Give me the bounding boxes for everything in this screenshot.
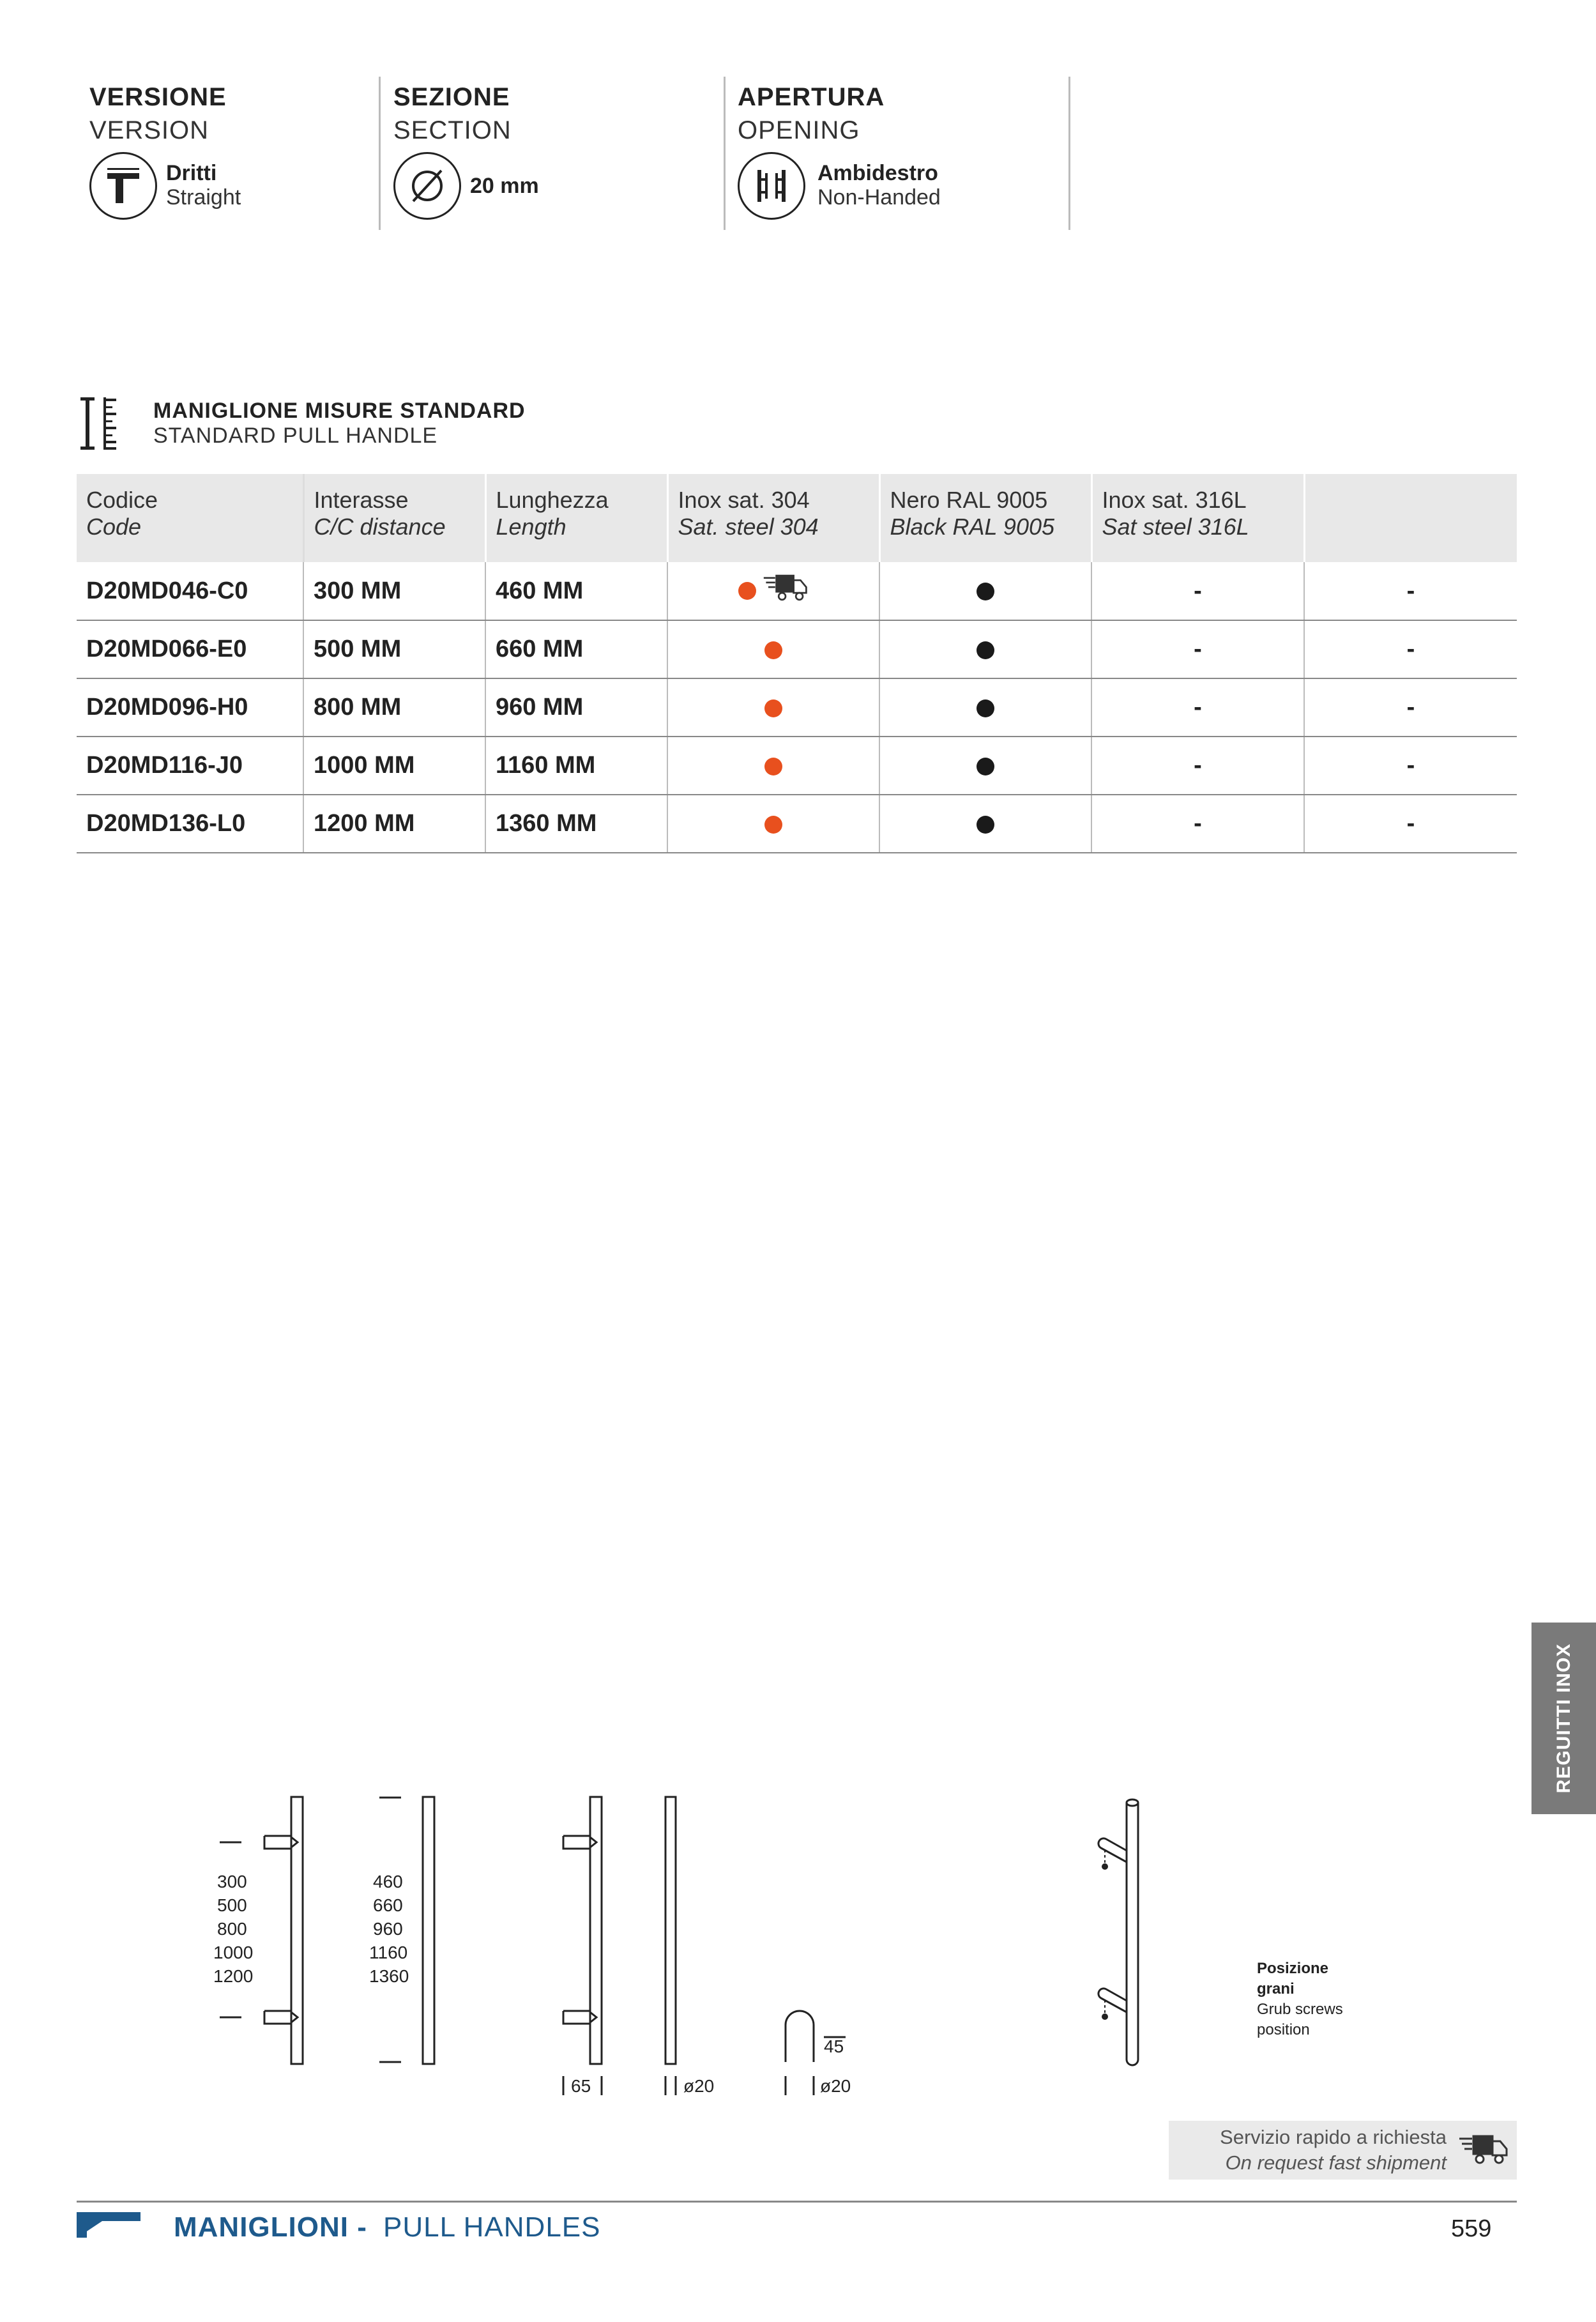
cc-value-4: 1000	[213, 1943, 254, 1962]
brand-logo-icon	[77, 2212, 141, 2238]
spec-apertura-subtitle: OPENING	[738, 116, 860, 144]
spec-sezione-value: 20 mm	[470, 174, 539, 198]
truck-icon	[1458, 2134, 1509, 2169]
cc-value-3: 800	[217, 1919, 247, 1939]
length-value-2: 660	[373, 1895, 403, 1915]
length-value-3: 960	[373, 1919, 403, 1939]
cell-code: D20MD066-E0	[77, 620, 303, 678]
dim-d20-label: ø20	[683, 2076, 715, 2096]
header-length-it: Lunghezza	[496, 487, 609, 513]
cell-cc: 300 MM	[303, 562, 485, 620]
grub-post-bottom	[1098, 1989, 1127, 2012]
post-bottom	[264, 2011, 298, 2024]
spec-versione-subtitle: VERSION	[89, 116, 209, 144]
cell-length: 1160 MM	[485, 737, 667, 795]
cell-length: 960 MM	[485, 678, 667, 737]
length-value-5: 1360	[369, 1966, 409, 1986]
spec-versione-value-en: Straight	[166, 185, 241, 210]
side-tab-label: REGUITTI INOX	[1553, 1643, 1574, 1794]
post-top	[264, 1836, 298, 1849]
header-nero-en: Black RAL 9005	[890, 514, 1055, 540]
grub-post-top	[1098, 1838, 1127, 1862]
spec-versione-value: Dritti	[166, 161, 217, 185]
cell-inox316: -	[1091, 795, 1304, 853]
dim-65-label: 65	[571, 2076, 591, 2096]
grub-label-it-1: Posizione	[1257, 1960, 1329, 1977]
header-nero-it: Nero RAL 9005	[890, 487, 1048, 513]
header-inox304-it: Inox sat. 304	[678, 487, 810, 513]
spec-apertura-value: Ambidestro	[817, 161, 938, 185]
handle-bar-front	[291, 1797, 303, 2064]
footer-rule	[77, 2201, 1517, 2203]
grub-label-en-2: position	[1257, 2021, 1310, 2038]
handle-bar-grub	[1127, 1803, 1138, 2065]
header-cc-en: C/C distance	[314, 514, 446, 540]
spec-sezione-title: SEZIONE	[393, 83, 510, 111]
cell-length: 660 MM	[485, 620, 667, 678]
post-top-side	[563, 1836, 597, 1849]
header-inox304-en: Sat. steel 304	[678, 514, 819, 540]
post-bottom-side	[563, 2011, 597, 2024]
cell-extra: -	[1304, 795, 1517, 853]
spec-sezione-subtitle: SECTION	[393, 116, 512, 144]
header-length-en: Length	[496, 514, 566, 540]
cell-length: 460 MM	[485, 562, 667, 620]
cell-code: D20MD116-J0	[77, 737, 303, 795]
footer-title-bold: MANIGLIONI -	[174, 2211, 367, 2243]
cell-code: D20MD136-L0	[77, 795, 303, 853]
grub-label-it-2: grani	[1257, 1980, 1295, 1997]
fast-shipment-en: On request fast shipment	[1225, 2151, 1447, 2174]
spec-apertura-title: APERTURA	[738, 83, 885, 111]
handle-bar-side	[590, 1797, 602, 2064]
header-cc-it: Interasse	[314, 487, 409, 513]
grub-screw-bottom	[1102, 2013, 1108, 2020]
grub-label-en-1: Grub screws	[1257, 2001, 1343, 2018]
cell-extra: -	[1304, 620, 1517, 678]
dim-45-label: 45	[824, 2036, 844, 2056]
footer-title: PULL HANDLES	[383, 2211, 601, 2243]
spec-versione-title: VERSIONE	[89, 83, 227, 111]
grub-screw-top	[1102, 1863, 1108, 1870]
cc-value-1: 300	[217, 1872, 247, 1891]
cell-length: 1360 MM	[485, 795, 667, 853]
cell-inox316: -	[1091, 620, 1304, 678]
page-number: 559	[1451, 2215, 1492, 2242]
cell-extra: -	[1304, 562, 1517, 620]
dim-d20b-label: ø20	[820, 2076, 851, 2096]
cell-cc: 800 MM	[303, 678, 485, 737]
cell-cc: 1000 MM	[303, 737, 485, 795]
header-inox316-it: Inox sat. 316L	[1102, 487, 1247, 513]
cc-value-5: 1200	[213, 1966, 254, 1986]
cell-code: D20MD046-C0	[77, 562, 303, 620]
cell-inox316: -	[1091, 737, 1304, 795]
cell-cc: 1200 MM	[303, 795, 485, 853]
cc-value-2: 500	[217, 1895, 247, 1915]
cell-extra: -	[1304, 678, 1517, 737]
section-subtitle: STANDARD PULL HANDLE	[153, 424, 438, 448]
bar-top-end	[1127, 1799, 1138, 1806]
cell-extra: -	[1304, 737, 1517, 795]
handle-bar-length	[423, 1797, 434, 2064]
header-code-en: Code	[86, 514, 142, 540]
handle-bar-thin	[665, 1797, 676, 2064]
cell-code: D20MD096-H0	[77, 678, 303, 737]
header-code-it: Codice	[86, 487, 158, 513]
length-value-1: 460	[373, 1872, 403, 1891]
length-value-4: 1160	[369, 1943, 408, 1962]
section-title: MANIGLIONE MISURE STANDARD	[153, 399, 526, 423]
cell-cc: 500 MM	[303, 620, 485, 678]
fast-shipment-it: Servizio rapido a richiesta	[1220, 2126, 1447, 2148]
cell-inox316: -	[1091, 562, 1304, 620]
header-inox316-en: Sat steel 316L	[1102, 514, 1249, 540]
cell-inox316: -	[1091, 678, 1304, 737]
fast-shipment-note	[1169, 2121, 1517, 2180]
post-section	[786, 2011, 814, 2062]
spec-apertura-value-en: Non-Handed	[817, 185, 941, 210]
